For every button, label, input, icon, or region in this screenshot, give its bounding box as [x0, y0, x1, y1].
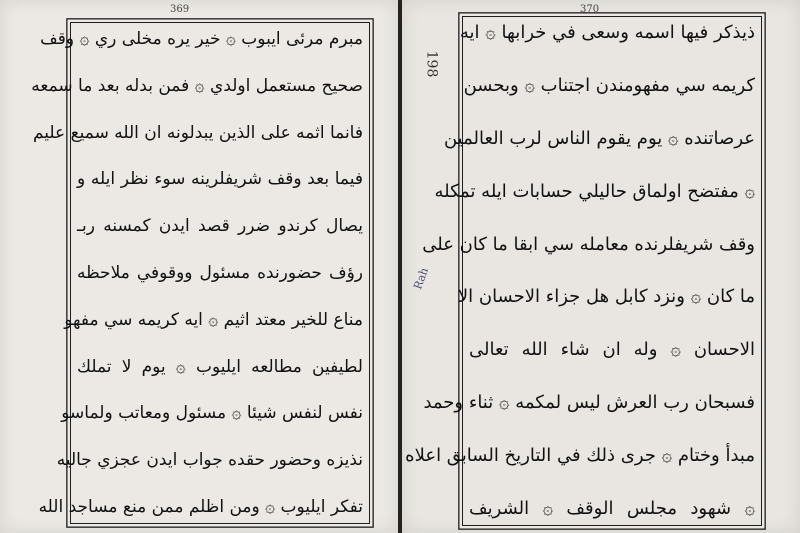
text-line: لطيفين مطالعه ايليوب ۞ يوم لا تملك — [77, 356, 363, 377]
text-line: ۞ مفتضح اولماق حاليلي حسابات ايله تمكله — [434, 180, 755, 202]
text-line: فانما اثمه على الذين يبدلونه ان الله سميع عليم — [32, 122, 363, 143]
text-line: عرصاتنده ۞ يوم يقوم الناس لرب العالمين — [443, 127, 755, 149]
text-line: مبرم مرئى ايبوب ۞ خير يره مخلى ري ۞ وقف — [40, 29, 363, 49]
left-page-number: 369 — [170, 4, 190, 15]
text-line: نذيزه وحضور حقده جواب ايدن عجزي جاليه — [56, 450, 363, 471]
text-line: مناع للخير معتد اثيم ۞ ايه كريمه سي مفهو — [64, 309, 363, 330]
text-line: الاحسان ۞ وله ان شاء الله تعالى — [469, 339, 755, 361]
text-line: فسبحان رب العرش ليس لمكمه ۞ ثناء وحمد — [423, 392, 755, 414]
text-line: ۞ شهود مجلس الوقف ۞ الشريف — [469, 497, 755, 519]
text-line: صحيح مستعمل اولدي ۞ فمن بدله بعد ما سمعه — [31, 75, 363, 96]
left-text-block — [31, 27, 363, 519]
right-page-number: 370 — [580, 4, 600, 15]
text-line: يصال كرندو ضرر قصد ايدن كمسنه ربـ — [77, 216, 363, 237]
text-line: وقف شريفلرنده معامله سي ابقا ما كان على — [422, 233, 755, 255]
text-line: مبدأ وختام ۞ جرى ذلك في التاريخ السابق اعلاه — [405, 445, 755, 466]
text-line: ذيذكر فيها اسمه وسعى في خرابها ۞ ايه — [459, 22, 755, 43]
text-line: فيما بعد وقف شريفلرينه سوء نظر ايله و — [77, 169, 363, 190]
right-page — [402, 0, 800, 533]
left-text-frame — [31, 22, 370, 524]
right-side-number: 198 — [423, 50, 440, 78]
text-line: ما كان ۞ ونزد كابل هل جزاء الاحسان الا — [457, 286, 755, 308]
text-line: كريمه سي مفهومندن اجتناب ۞ وبحسن — [463, 74, 755, 96]
text-line: رؤف حضورنده مسئول ووقوفي ملاحظه — [77, 262, 363, 283]
left-page — [0, 0, 398, 533]
text-line: نفس لنفس شيئا ۞ مسئول ومعاتب ولماسو — [61, 403, 363, 424]
margin-note: Rah — [411, 265, 431, 292]
text-line: تفكر ايليوب ۞ ومن اظلم ممن منع مساجد الله — [38, 496, 363, 517]
